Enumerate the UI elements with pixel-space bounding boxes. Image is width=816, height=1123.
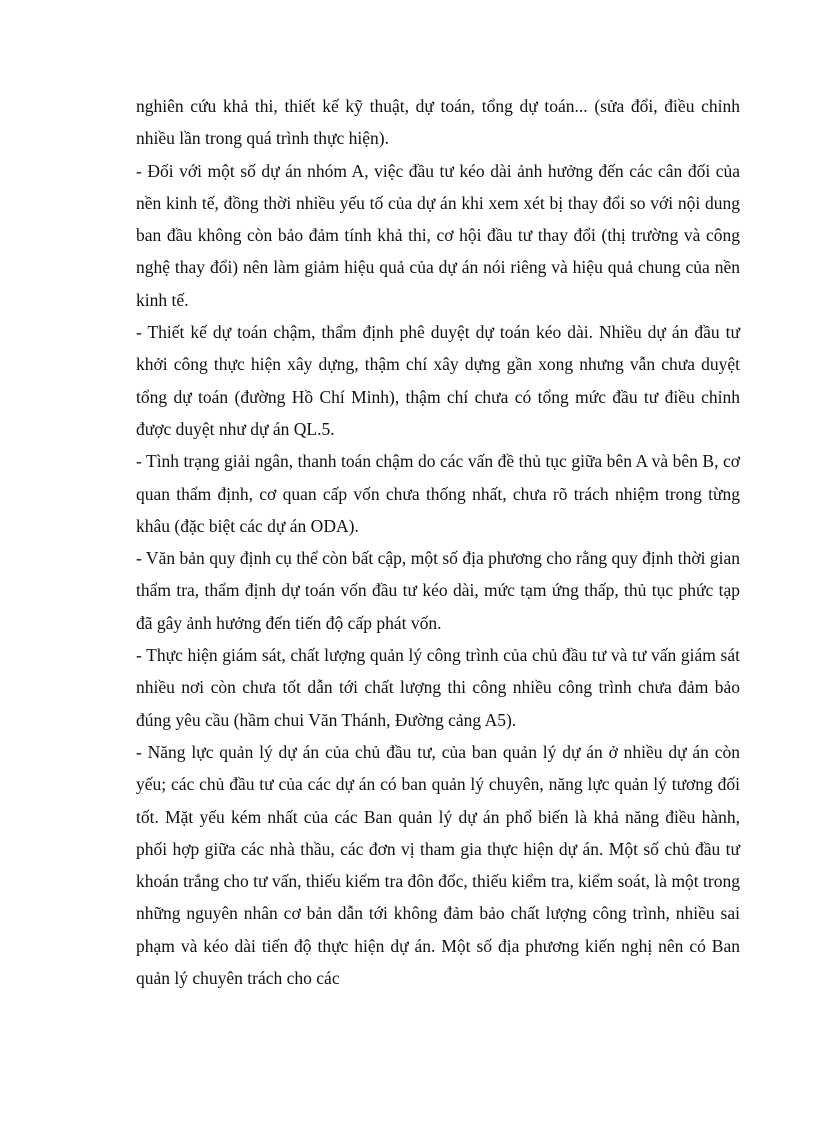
paragraph-2: - Đối với một số dự án nhóm A, việc đầu tư kéo dài ảnh hưởng đến các cân đối của nền kinh tế, đồng thời nhiều yếu tố của dự án khi xem xét bị thay đổi so với nội dung ban đầu không còn bảo đảm tính khả thi, cơ hội đầu tư thay đổi (thị trường và công nghệ thay đổi) nên làm giảm hiệu quả của dự án nói riêng và hiệu quả chung của nền kinh tế. [136, 160, 740, 310]
paragraph-3: - Thiết kế dự toán chậm, thẩm định phê duyệt dự toán kéo dài. Nhiều dự án đầu tư khởi công thực hiện xây dựng, thậm chí xây dựng gần xong nhưng vẫn chưa duyệt tổng dự toán (đường Hồ Chí Minh), thậm chí chưa có tổng mức đầu tư điều chỉnh được duyệt như dự án QL.5. [136, 322, 740, 439]
paragraph-4: - Tình trạng giải ngân, thanh toán chậm do các vấn đề thủ tục giữa bên A và bên B, cơ quan thẩm định, cơ quan cấp vốn chưa thống nhất, chưa rõ trách nhiệm trong từng khâu (đặc biệt các dự án ODA). [136, 451, 740, 536]
paragraph-5: - Văn bản quy định cụ thể còn bất cập, một số địa phương cho rằng quy định thời gian thẩm tra, thẩm định dự toán vốn đầu tư kéo dài, mức tạm ứng thấp, thủ tục phức tạp đã gây ảnh hưởng đến tiến độ cấp phát vốn. [136, 548, 740, 633]
paragraph-6: - Thực hiện giám sát, chất lượng quản lý công trình của chủ đầu tư và tư vấn giám sát nhiều nơi còn chưa tốt dẫn tới chất lượng thi công nhiều công trình chưa đảm bảo đúng yêu cầu (hầm chui Văn Thánh, Đường cảng A5). [136, 645, 740, 730]
paragraph-1: nghiên cứu khả thi, thiết kế kỹ thuật, dự toán, tổng dự toán... (sửa đổi, điều chỉnh nhiều lần trong quá trình thực hiện). [136, 96, 740, 149]
document-page [136, 90, 740, 994]
paragraph-7: - Năng lực quản lý dự án của chủ đầu tư, của ban quản lý dự án ở nhiều dự án còn yếu; các chủ đầu tư của các dự án có ban quản lý chuyên, năng lực quản lý tương đối tốt. Mặt yếu kém nhất của các Ban quản lý dự án phổ biến là khả năng điều hành, phối hợp giữa các nhà thầu, các đơn vị tham gia thực hiện dự án. Một số chủ đầu tư khoán trắng cho tư vấn, thiếu kiểm tra đôn đốc, thiếu kiểm tra, kiểm soát, là một trong những nguyên nhân cơ bản dẫn tới không đảm bảo chất lượng công trình, nhiều sai phạm và kéo dài tiến độ thực hiện dự án. Một số địa phương kiến nghị nên có Ban quản lý chuyên trách cho các [136, 741, 740, 989]
